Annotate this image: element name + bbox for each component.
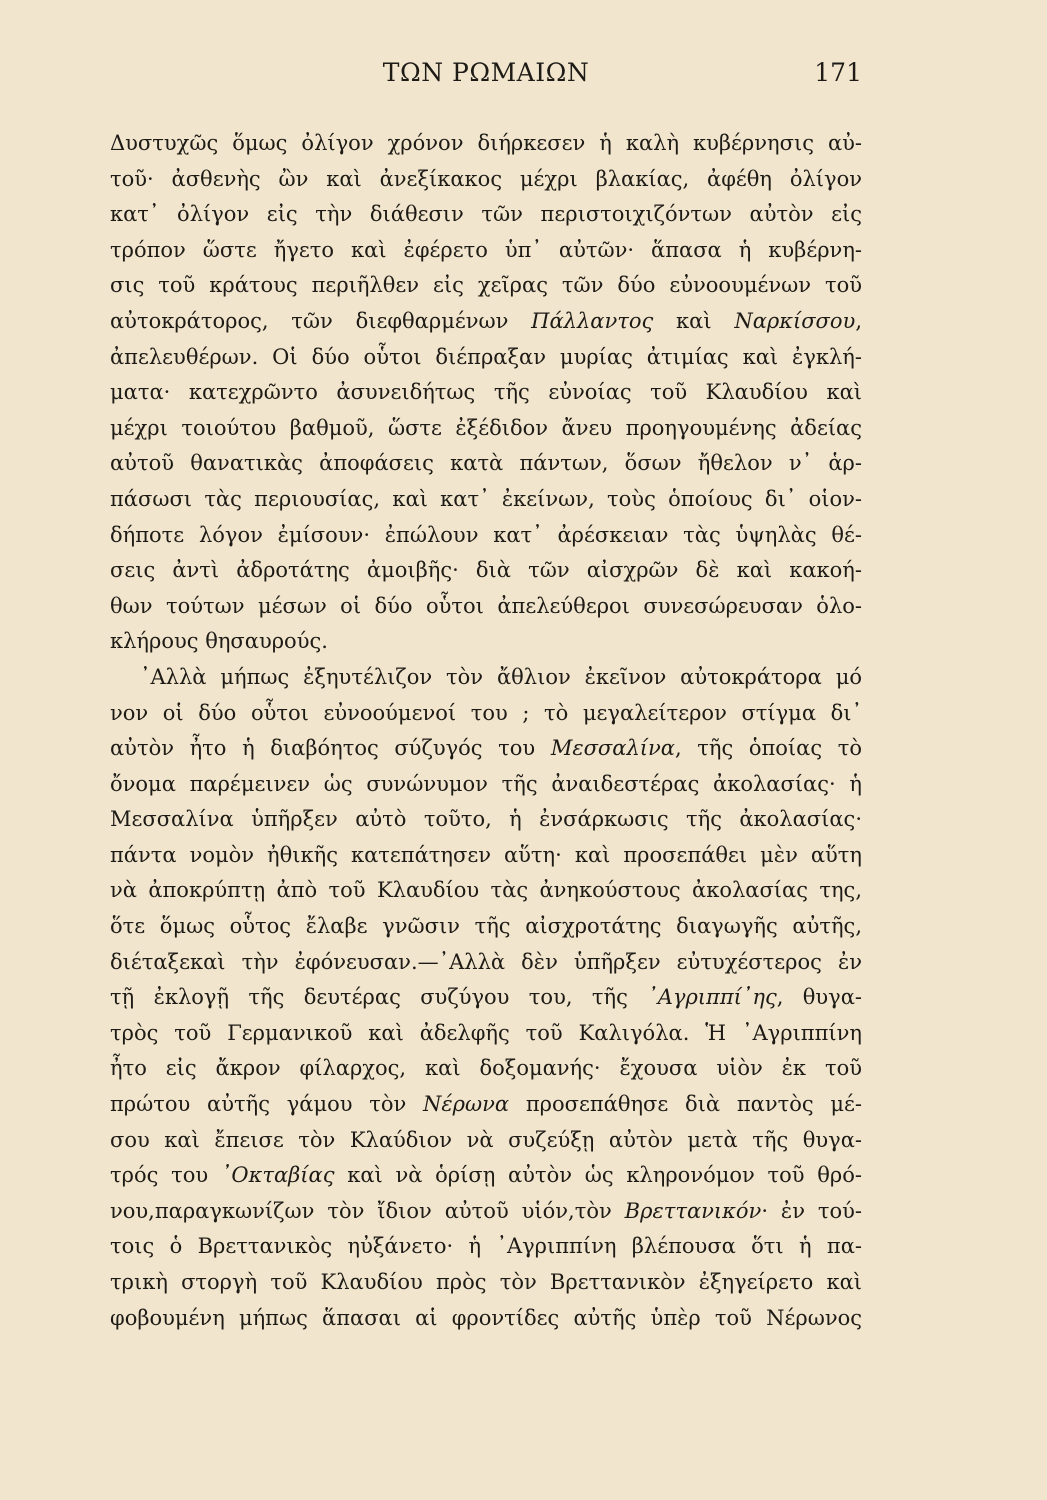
text-line: [110, 802, 862, 838]
text-line: [110, 411, 862, 447]
text-span: ἦτο εἰς ἄκρον φίλαρχος, καὶ δοξομανής· ἔχουσα υἱὸν ἐκ τοῦ: [110, 1056, 862, 1081]
text-line: [110, 126, 862, 162]
text-line: [110, 589, 862, 625]
text-span: Δυστυχῶς ὅμως ὀλίγον χρόνον διήρκεσεν ἡ καλὴ κυβέρνησις αὐ-: [110, 131, 862, 155]
text-line: [110, 624, 862, 660]
text-span: νου,παραγκωνίζων τὸν ἴδιον αὐτοῦ υἱόν,τὸν: [110, 1198, 625, 1223]
running-head: [110, 58, 862, 94]
text-line: [110, 197, 862, 233]
text-span: κατ᾽ ὀλίγον εἰς τὴν διάθεσιν τῶν περιστοιχιζόντων αὐτὸν εἰς: [110, 202, 862, 227]
text-span: ἀπελευθέρων. Οἱ δύο οὗτοι διέπραξαν μυρίας ἀτιμίας καὶ ἐγκλή-: [110, 344, 862, 369]
text-span: ,: [855, 308, 862, 333]
italic-name: Νέρωνα: [423, 1092, 510, 1117]
text-line: [110, 696, 862, 732]
italic-name: Μεσσαλίνα: [550, 736, 675, 761]
text-line: [110, 446, 862, 482]
text-line: [110, 1194, 862, 1230]
text-line: [110, 1158, 862, 1194]
text-span: προσεπάθησε διὰ παντὸς μέ-: [509, 1092, 862, 1117]
text-span: αὐτὸν ἦτο ἡ διαβόητος σύζυγός του: [110, 736, 551, 761]
text-line: [110, 838, 862, 874]
text-line: [110, 980, 862, 1016]
text-span: νον οἱ δύο οὗτοι εὐνοούμενοί του ; τὸ μεγαλείτερον στίγμα δι᾽: [110, 700, 862, 725]
text-line: [110, 518, 862, 554]
text-line: [110, 553, 862, 589]
text-line: [110, 233, 862, 269]
text-span: πάσωσι τὰς περιουσίας, καὶ κατ᾽ ἐκείνων, τοὺς ὁποίους δι᾽ οἱον-: [110, 486, 862, 511]
body-text: [110, 126, 862, 1336]
text-span: πρώτου αὐτῆς γάμου τὸν: [110, 1092, 424, 1117]
text-span: · ἐν τού-: [761, 1198, 862, 1223]
text-span: , τῆς ὁποίας τὸ: [674, 736, 862, 761]
text-line: [110, 162, 862, 198]
text-span: αὐτοκράτορος, τῶν διεφθαρμένων: [110, 308, 532, 333]
text-span: τρὸς τοῦ Γερμανικοῦ καὶ ἀδελφῆς τοῦ Καλιγόλα. Ἡ ᾽Αγριππίνη: [110, 1020, 862, 1045]
text-line: [110, 873, 862, 909]
text-line: [110, 268, 862, 304]
text-line: [110, 1087, 862, 1123]
text-line: [110, 1016, 862, 1052]
text-line: [110, 1051, 862, 1087]
text-span: θων τούτων μέσων οἱ δύο οὗτοι ἀπελεύθεροι συνεσώρευσαν ὁλο-: [110, 593, 862, 618]
text-span: σου καὶ ἔπεισε τὸν Κλαύδιον νὰ συζεύξῃ αὐτὸν μετὰ τῆς θυγα-: [110, 1127, 862, 1152]
text-span: , θυγα-: [776, 985, 862, 1010]
text-span: καὶ νὰ ὁρίσῃ αὐτὸν ὡς κληρονόμον τοῦ θρό-: [334, 1163, 862, 1188]
text-span: τρικὴ στοργὴ τοῦ Κλαυδίου πρὸς τὸν Βρεττανικὸν ἐξηγείρετο καὶ: [110, 1270, 862, 1294]
text-span: μέχρι τοιούτου βαθμοῦ, ὥστε ἐξέδιδον ἄνευ προηγουμένης ἀδείας: [110, 415, 862, 440]
text-line: [110, 660, 862, 696]
text-line: [110, 482, 862, 518]
running-title: ΤΩΝ ΡΩΜΑΙΩΝ: [382, 58, 590, 87]
italic-name: Πάλλαντος: [531, 308, 654, 333]
text-span: τοις ὁ Βρεττανικὸς ηὐξάνετο· ἡ ᾽Αγριππίνη βλέπουσα ὅτι ἡ πα-: [110, 1234, 862, 1259]
italic-name: Ναρκίσσου: [734, 308, 856, 333]
text-span: σεις ἀντὶ ἀδροτάτης ἀμοιβῆς· διὰ τῶν αἰσχρῶν δὲ καὶ κακοή-: [110, 558, 862, 583]
text-span: τοῦ· ἀσθενὴς ὢν καὶ ἀνεξίκακος μέχρι βλακίας, ἀφέθη ὀλίγον: [110, 166, 862, 191]
text-span: ὄνομα παρέμεινεν ὡς συνώνυμον τῆς ἀναιδεστέρας ἀκολασίας· ἡ: [110, 771, 862, 796]
text-line: [110, 1301, 862, 1337]
text-line: [110, 1123, 862, 1159]
text-span: τρός του: [110, 1163, 221, 1188]
text-span: δήποτε λόγον ἐμίσουν· ἐπώλουν κατ᾽ ἀρέσκειαν τὰς ὑψηλὰς θέ-: [110, 522, 862, 547]
text-line: [110, 304, 862, 340]
text-span: πάντα νομὸν ἠθικῆς κατεπάτησεν αὕτη· καὶ προσεπάθει μὲν αὕτη: [110, 842, 862, 867]
text-line: [110, 375, 862, 411]
text-span: ᾽Αλλὰ μήπως ἐξηυτέλιζον τὸν ἄθλιον ἐκεῖνον αὐτοκράτορα μό: [140, 664, 862, 689]
text-line: [110, 340, 862, 376]
page-number: 171: [814, 58, 862, 87]
text-span: ματα· κατεχρῶντο ἀσυνειδήτως τῆς εὐνοίας τοῦ Κλαυδίου καὶ: [110, 380, 862, 405]
italic-name: ᾽Αγριππί᾽ης: [647, 985, 777, 1010]
text-line: [110, 1265, 862, 1301]
italic-name: ᾽Οκταβίας: [220, 1163, 335, 1188]
text-span: κλήρους θησαυρούς.: [110, 629, 328, 654]
text-line: [110, 731, 862, 767]
text-span: τῇ ἐκλογῇ τῆς δευτέρας συζύγου του, τῆς: [110, 985, 648, 1010]
text-span: σις τοῦ κράτους περιῆλθεν εἰς χεῖρας τῶν δύο εὐνοουμένων τοῦ: [110, 273, 862, 298]
text-span: ὅτε ὅμως οὗτος ἔλαβε γνῶσιν τῆς αἰσχροτάτης διαγωγῆς αὐτῆς,: [110, 914, 862, 939]
text-line: [110, 1229, 862, 1265]
text-span: Μεσσαλίνα ὑπῆρξεν αὐτὸ τοῦτο, ἡ ἐνσάρκωσις τῆς ἀκολασίας·: [110, 807, 862, 832]
text-span: τρόπον ὥστε ἤγετο καὶ ἐφέρετο ὑπ᾽ αὐτῶν· ἅπασα ἡ κυβέρνη-: [110, 237, 862, 262]
text-line: [110, 945, 862, 981]
text-span: καὶ: [653, 308, 735, 333]
text-span: διέταξεκαὶ τὴν ἐφόνευσαν.—᾽Αλλὰ δὲν ὑπῆρξεν εὐτυχέστερος ἐν: [110, 949, 862, 974]
text-span: νὰ ἀποκρύπτῃ ἀπὸ τοῦ Κλαυδίου τὰς ἀνηκούστους ἀκολασίας της,: [110, 878, 862, 903]
text-span: φοβουμένη μήπως ἅπασαι αἱ φροντίδες αὐτῆς ὑπὲρ τοῦ Νέρωνος: [110, 1305, 862, 1330]
text-line: [110, 767, 862, 803]
text-line: [110, 909, 862, 945]
text-span: αὐτοῦ θανατικὰς ἀποφάσεις κατὰ πάντων, ὅσων ἤθελον ν᾽ ἁρ-: [110, 451, 862, 476]
italic-name: Βρεττανικόν: [624, 1198, 762, 1223]
